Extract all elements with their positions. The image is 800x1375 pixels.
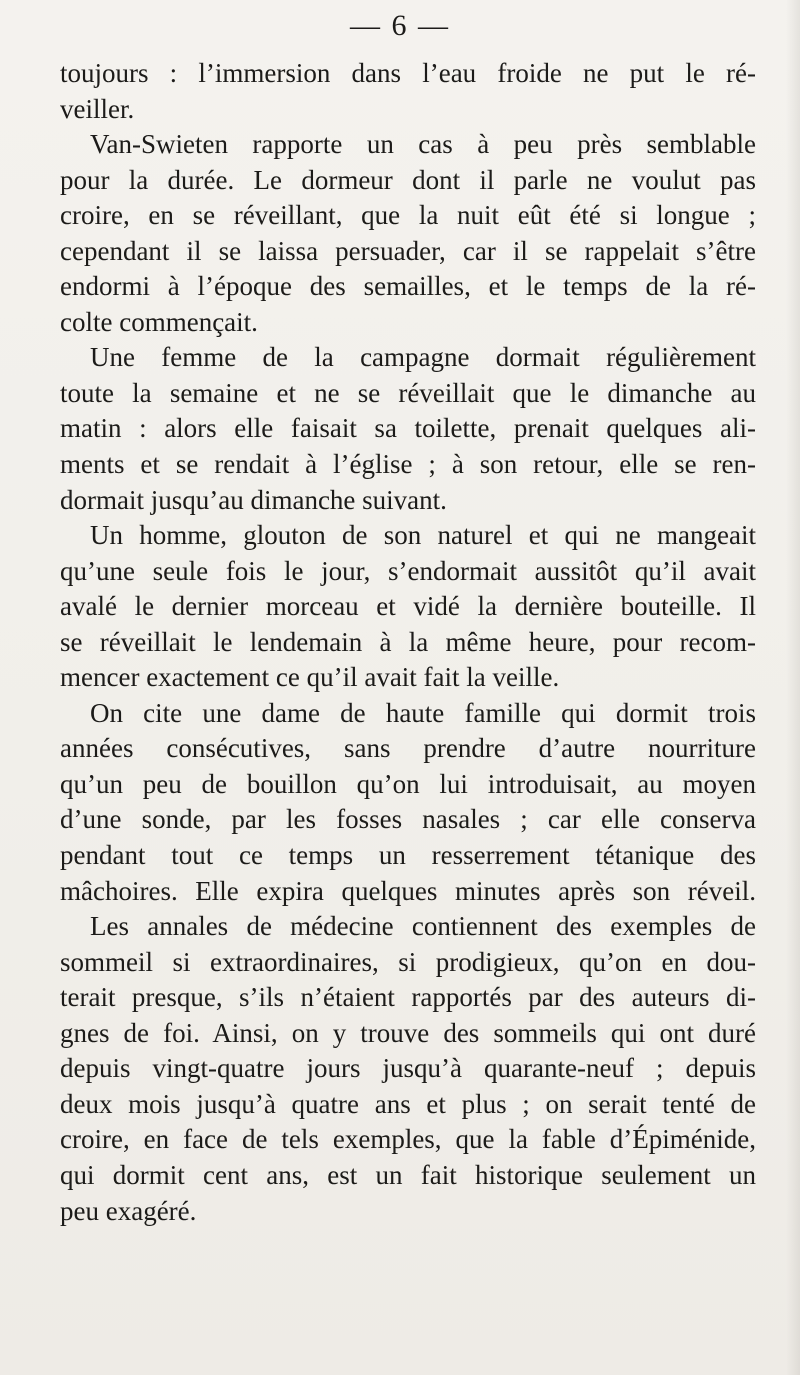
- text-line: veiller.: [60, 93, 135, 124]
- text-line: colte commençait.: [60, 306, 258, 337]
- text-line: d’une sonde, par les fosses nasales ; car elle conserva: [60, 804, 756, 835]
- text-line: qu’une seule fois le jour, s’endormait aussitôt qu’il avait: [60, 555, 756, 586]
- text-line: peu exagéré.: [60, 1195, 197, 1226]
- page-number: — 6 —: [350, 9, 450, 42]
- text-line: depuis vingt-quatre jours jusqu’à quarante-neuf ; depuis: [60, 1053, 756, 1084]
- text-line: qui dormit cent ans, est un fait historique seulement un: [60, 1159, 756, 1190]
- text-line: cependant il se laissa persuader, car il se rappelait s’être: [60, 235, 756, 266]
- text-line: toujours : l’immersion dans l’eau froide ne put le ré-: [60, 58, 756, 88]
- text-line: qu’un peu de bouillon qu’on lui introduisait, au moyen: [60, 768, 756, 799]
- text-line: avalé le dernier morceau et vidé la dernière bouteille. Il: [60, 591, 756, 622]
- text-line: sommeil si extraordinaires, si prodigieux, qu’on en dou-: [60, 946, 756, 977]
- text-line: terait presque, s’ils n’étaient rapportés par des auteurs di-: [60, 982, 756, 1013]
- text-line: matin : alors elle faisait sa toilette, prenait quelques ali-: [60, 413, 756, 444]
- text-line: Une femme de la campagne dormait régulièrement: [90, 342, 756, 373]
- text-line: gnes de foi. Ainsi, on y trouve des sommeils qui ont duré: [60, 1017, 756, 1048]
- text-line: croire, en face de tels exemples, que la fable d’Épiménide,: [60, 1124, 756, 1155]
- text-line: mencer exactement ce qu’il avait fait la veille.: [60, 662, 560, 693]
- text-line: croire, en se réveillant, que la nuit eût été si longue ;: [60, 200, 756, 231]
- text-line: On cite une dame de haute famille qui dormit trois: [90, 697, 756, 728]
- text-line: endormi à l’époque des semailles, et le temps de la ré-: [60, 271, 756, 302]
- text-line: années consécutives, sans prendre d’autre nourriture: [60, 733, 756, 764]
- text-line: Les annales de médecine contiennent des exemples de: [90, 911, 756, 942]
- text-line: dormait jusqu’au dimanche suivant.: [60, 484, 447, 515]
- text-line: ments et se rendait à l’église ; à son retour, elle se ren-: [60, 449, 756, 480]
- text-line: se réveillait le lendemain à la même heure, pour recom-: [60, 626, 756, 657]
- body-text: [60, 56, 756, 1229]
- text-line: Van-Swieten rapporte un cas à peu près semblable: [90, 129, 756, 160]
- text-line: deux mois jusqu’à quatre ans et plus ; on serait tenté de: [60, 1088, 756, 1119]
- text-line: pendant tout ce temps un resserrement tétanique des: [60, 840, 756, 871]
- page-edge-shadow: [786, 0, 800, 1375]
- text-line: pour la durée. Le dormeur dont il parle ne voulut pas: [60, 164, 756, 195]
- text-line: mâchoires. Elle expira quelques minutes après son réveil.: [60, 875, 756, 906]
- text-line: Un homme, glouton de son naturel et qui ne mangeait: [90, 520, 756, 551]
- text-line: toute la semaine et ne se réveillait que le dimanche au: [60, 377, 756, 408]
